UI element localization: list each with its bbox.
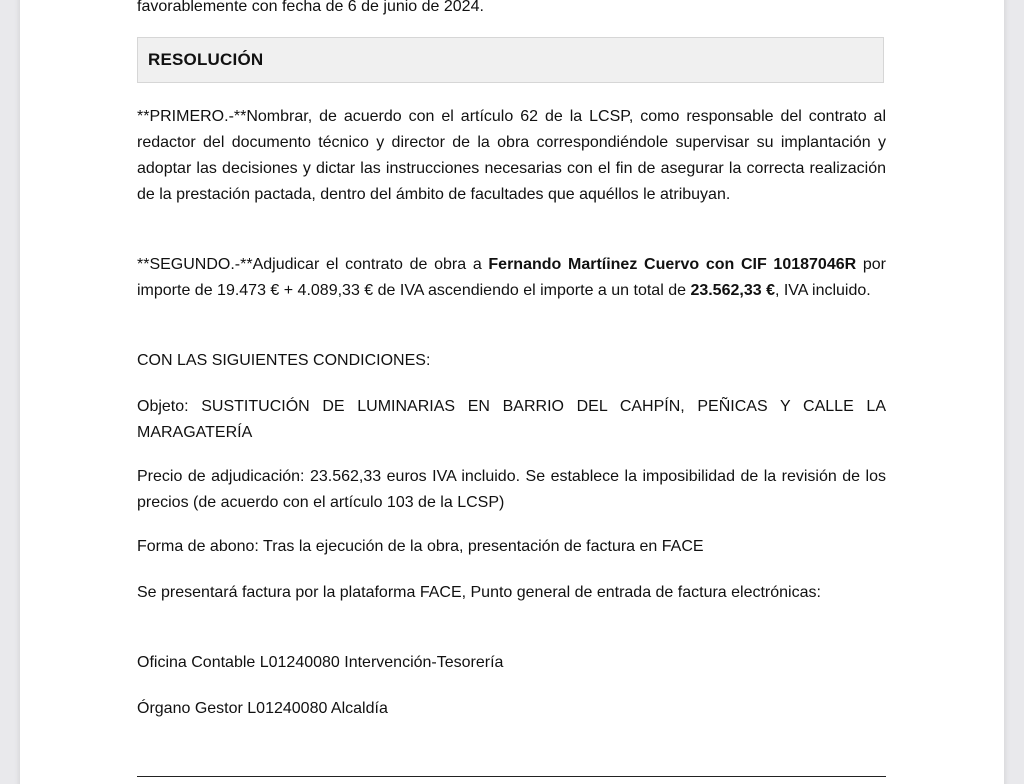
- document-page: [20, 0, 1004, 784]
- paragraph-objeto: Objeto: SUSTITUCIÓN DE LUMINARIAS EN BARRIO DEL CAHPÍN, PEÑICAS Y CALLE LA MARAGATERÍA: [137, 398, 886, 441]
- paragraph-oficina-contable: Oficina Contable L01240080 Intervención-Tesorería: [137, 654, 504, 671]
- segundo-adjudicatario: Fernando Martíinez Cuervo con CIF 10187046R: [488, 256, 857, 273]
- previous-paragraph-tail: favorablemente con fecha de 6 de junio de 2024.: [137, 0, 484, 15]
- segundo-middle: por importe de 19.473 € + 4.089,33 € de IVA ascendiendo el importe a un total de: [137, 256, 887, 299]
- paragraph-primero: **PRIMERO.-**Nombrar, de acuerdo con el artículo 62 de la LCSP, como responsable del contrato al redactor del documento técnico y director de la obra correspondiéndole supervisar su implantación y adoptar las decisiones y dictar las instrucciones necesarias con el fin de asegurar la correcta realización de la prestación pactada, dentro del ámbito de facultades que aquéllos le atribuyan.: [137, 108, 886, 203]
- paragraph-condiciones-title: CON LAS SIGUIENTES CONDICIONES:: [137, 352, 431, 369]
- segundo-suffix: , IVA incluido.: [774, 282, 871, 299]
- segundo-total: 23.562,33 €: [690, 282, 775, 299]
- paragraph-factura: Se presentará factura por la plataforma FACE, Punto general de entrada de factura electrónicas:: [137, 584, 821, 601]
- section-title: RESOLUCIÓN: [148, 50, 264, 69]
- paragraph-organo-gestor: Órgano Gestor L01240080 Alcaldía: [137, 700, 388, 717]
- footer-divider: [137, 776, 886, 777]
- segundo-prefix: **SEGUNDO.-**Adjudicar el contrato de obra a: [137, 256, 489, 273]
- paragraph-segundo: [137, 252, 886, 304]
- section-header-resolucion: [137, 37, 884, 83]
- paragraph-precio: Precio de adjudicación: 23.562,33 euros IVA incluido. Se establece la imposibilidad de la revisión de los precios (de acuerdo con el artículo 103 de la LCSP): [137, 468, 886, 511]
- paragraph-forma-abono: Forma de abono: Tras la ejecución de la obra, presentación de factura en FACE: [137, 538, 704, 555]
